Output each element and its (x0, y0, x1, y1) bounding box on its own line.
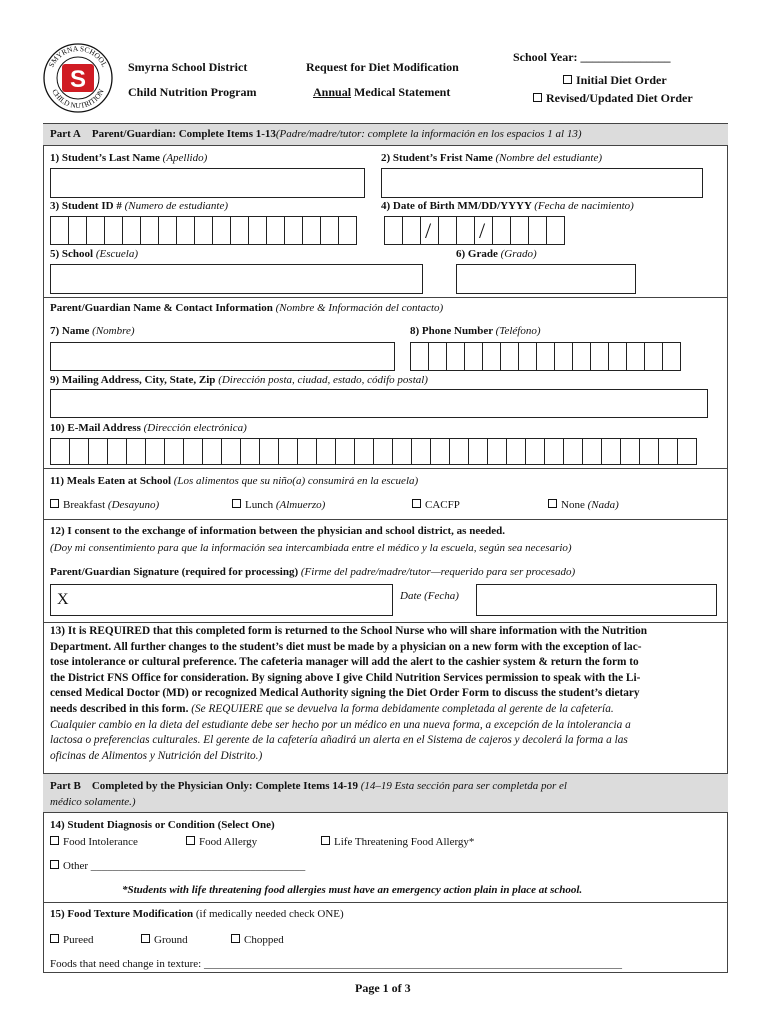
id-digit[interactable] (122, 216, 141, 245)
email-char[interactable] (278, 438, 298, 465)
email-char[interactable] (677, 438, 697, 465)
signature-x: X (57, 591, 69, 608)
email-char[interactable] (259, 438, 279, 465)
last-name-input[interactable] (50, 168, 365, 198)
other-checkbox[interactable] (50, 860, 59, 869)
phone-digit[interactable] (662, 342, 681, 371)
dob-input[interactable] (384, 216, 564, 245)
district-logo (42, 42, 114, 114)
f1-label: 1) Student’s Last Name (Apellido) (50, 152, 208, 164)
f12-consent: 12) I consent to the exchange of information between the physician and school district, as needed. (50, 525, 505, 537)
f15-label: 15) Food Texture Modification (if medically needed check ONE) (50, 908, 344, 920)
food-intolerance-checkbox[interactable] (50, 836, 59, 845)
email-char[interactable] (468, 438, 488, 465)
pureed-checkbox[interactable] (50, 934, 59, 943)
initial-order-checkbox[interactable] (563, 75, 572, 84)
phone-digit[interactable] (572, 342, 591, 371)
dob-digit[interactable] (492, 216, 511, 245)
parent-name-input[interactable] (50, 342, 395, 371)
dob-slash-1: / (425, 218, 432, 243)
contact-title: Parent/Guardian Name & Contact Information (Nombre & Información del contacto) (50, 302, 444, 314)
id-digit[interactable] (302, 216, 321, 245)
chopped-option[interactable]: Chopped (231, 934, 284, 946)
signature-label: Parent/Guardian Signature (required for processing) (Firme del padre/madre/tutor—requerido para ser procesado) (50, 566, 576, 578)
divider (43, 622, 728, 623)
email-char[interactable] (88, 438, 108, 465)
email-char[interactable] (69, 438, 89, 465)
meal-breakfast-option[interactable]: Breakfast (Desayuno) (50, 499, 159, 511)
phone-digit[interactable] (500, 342, 519, 371)
email-char[interactable] (525, 438, 545, 465)
id-digit[interactable] (140, 216, 159, 245)
divider (43, 902, 728, 903)
phone-digit[interactable] (536, 342, 555, 371)
f4-label: 4) Date of Birth MM/DD/YYYY (Fecha de nacimiento) (381, 200, 634, 212)
divider (43, 468, 728, 469)
meal-lunch-option[interactable]: Lunch (Almuerzo) (232, 499, 325, 511)
signature-input[interactable] (50, 584, 393, 616)
page-number: Page 1 of 3 (355, 981, 411, 995)
divider (43, 519, 728, 520)
phone-digit[interactable] (410, 342, 429, 371)
initial-order-option[interactable]: Initial Diet Order (563, 73, 667, 88)
email-char[interactable] (563, 438, 583, 465)
id-digit[interactable] (230, 216, 249, 245)
phone-input[interactable] (410, 342, 680, 371)
email-char[interactable] (202, 438, 222, 465)
id-digit[interactable] (266, 216, 285, 245)
f3-label: 3) Student ID # (Numero de estudiante) (50, 200, 229, 212)
part-a-title: Part A Parent/Guardian: Complete Items 1-13(Padre/madre/tutor: complete la información en los espacios 1 al 13) (50, 128, 582, 140)
f10-label: 10) E-Mail Address (Dirección electrónica) (50, 422, 247, 434)
food-allergy-option[interactable]: Food Allergy (186, 836, 257, 848)
email-char[interactable] (582, 438, 602, 465)
id-digit[interactable] (284, 216, 303, 245)
dob-digit[interactable] (546, 216, 565, 245)
email-char[interactable] (335, 438, 355, 465)
phone-digit[interactable] (428, 342, 447, 371)
f13-notice: 13) It is REQUIRED that this completed form is returned to the School Nurse who will share information with the Nutrition Department. All further changes to the student’s diet must be made by a physician on a new form with the exception of lac- tose intolerance or cultural preference. The cafeteria manager will add the alert to the cashier system & return the form to the District FNS Office for consideration. By signing above I give Child Nutrition Services permission to speak with the Li- censed Medical Doctor (MD) or recognized Medical Authority signing the Diet Order Form to discuss the student’s dietary needs described in this form. (Se REQUIERE que se devuelva la forma debidamente completada al gerente de la cafetería. Cualquier cambio en la dieta del estudiante debe ser hecho por un médico en una nueva forma, a excepción de la intolerancia a lactosa o preferencias culturales. El gerente de la cafetería añadirá un alerta en el Sistema de cajeros y decolerá la forma a las oficinas de Alimentos y Nutrición del Distrito.) (50, 625, 648, 762)
school-year: School Year: _______________ (513, 50, 671, 64)
f7-label: 7) Name (Nombre) (50, 325, 135, 337)
phone-digit[interactable] (644, 342, 663, 371)
email-char[interactable] (411, 438, 431, 465)
email-char[interactable] (639, 438, 659, 465)
dob-digit[interactable] (510, 216, 529, 245)
email-char[interactable] (240, 438, 260, 465)
id-digit[interactable] (68, 216, 87, 245)
pureed-option[interactable]: Pureed (50, 934, 94, 946)
id-digit[interactable] (86, 216, 105, 245)
email-char[interactable] (373, 438, 393, 465)
id-digit[interactable] (158, 216, 177, 245)
ground-option[interactable]: Ground (141, 934, 188, 946)
first-name-input[interactable] (381, 168, 703, 198)
date-input[interactable] (476, 584, 717, 616)
email-char[interactable] (392, 438, 412, 465)
phone-digit[interactable] (518, 342, 537, 371)
id-digit[interactable] (320, 216, 339, 245)
email-char[interactable] (544, 438, 564, 465)
form-title: Request for Diet Modification (306, 60, 459, 74)
other-option[interactable]: Other _______________________________________ (50, 860, 305, 872)
program-name: Child Nutrition Program (128, 85, 257, 99)
phone-digit[interactable] (446, 342, 465, 371)
id-digit[interactable] (194, 216, 213, 245)
f2-label: 2) Student’s Frist Name (Nombre del estudiante) (381, 152, 602, 164)
email-char[interactable] (107, 438, 127, 465)
svg-text:S: S (69, 66, 87, 93)
f8-label: 8) Phone Number (Teléfono) (410, 325, 541, 337)
email-char[interactable] (601, 438, 621, 465)
life-threatening-checkbox[interactable] (321, 836, 330, 845)
dob-digit[interactable] (456, 216, 475, 245)
email-char[interactable] (221, 438, 241, 465)
email-char[interactable] (487, 438, 507, 465)
revised-order-option[interactable]: Revised/Updated Diet Order (533, 91, 693, 106)
form-subtitle (313, 85, 450, 100)
school-input[interactable] (50, 264, 423, 294)
email-char[interactable] (183, 438, 203, 465)
email-char[interactable] (297, 438, 317, 465)
phone-digit[interactable] (608, 342, 627, 371)
svg-text:SMYRNA SCHOOL: SMYRNA SCHOOL (46, 43, 110, 69)
part-b-title: Part B Completed by the Physician Only: Complete Items 14-19 (14–19 Esta sección para ser completda por el médico solamente.) (50, 780, 567, 808)
email-char[interactable] (506, 438, 526, 465)
phone-digit[interactable] (464, 342, 483, 371)
student-id-input[interactable] (50, 216, 356, 245)
f9-label: 9) Mailing Address, City, State, Zip (Dirección posta, ciudad, estado, códifo postal) (50, 374, 428, 386)
phone-digit[interactable] (626, 342, 645, 371)
email-char[interactable] (620, 438, 640, 465)
email-char[interactable] (164, 438, 184, 465)
email-char[interactable] (430, 438, 450, 465)
email-char[interactable] (658, 438, 678, 465)
id-digit[interactable] (212, 216, 231, 245)
id-digit[interactable] (104, 216, 123, 245)
email-char[interactable] (449, 438, 469, 465)
annual-label: Annual (313, 85, 352, 99)
dob-digit[interactable] (402, 216, 421, 245)
f14-label: 14) Student Diagnosis or Condition (Select One) (50, 819, 275, 831)
email-char[interactable] (50, 438, 70, 465)
id-digit[interactable] (248, 216, 267, 245)
email-input[interactable] (50, 438, 696, 465)
meal-cacfp-option[interactable]: CACFP (412, 499, 460, 511)
food-allergy-checkbox[interactable] (186, 836, 195, 845)
email-char[interactable] (126, 438, 146, 465)
foods-change-line[interactable]: Foods that need change in texture: ____________________________________________________________________________ (50, 958, 622, 970)
district-name: Smyrna School District (128, 60, 248, 74)
phone-digit[interactable] (590, 342, 609, 371)
breakfast-checkbox[interactable] (50, 499, 59, 508)
id-digit[interactable] (50, 216, 69, 245)
address-input[interactable] (50, 389, 708, 418)
email-char[interactable] (316, 438, 336, 465)
f12-consent-es: (Doy mi consentimiento para que la información sea intercambiada entre el médico y la escuela, según sea necesario) (50, 542, 572, 554)
dob-digit[interactable] (438, 216, 457, 245)
id-digit[interactable] (176, 216, 195, 245)
meal-none-option[interactable]: None (Nada) (548, 499, 619, 511)
email-char[interactable] (354, 438, 374, 465)
life-threatening-option[interactable]: Life Threatening Food Allergy* (321, 836, 474, 848)
f6-label: 6) Grade (Grado) (456, 248, 537, 260)
phone-digit[interactable] (554, 342, 573, 371)
dob-digit[interactable] (528, 216, 547, 245)
f5-label: 5) School (Escuela) (50, 248, 138, 260)
cacfp-checkbox[interactable] (412, 499, 421, 508)
medical-statement-label: Medical Statement (351, 85, 451, 99)
dob-slash-2: / (479, 218, 486, 243)
id-digit[interactable] (338, 216, 357, 245)
email-char[interactable] (145, 438, 165, 465)
chopped-checkbox[interactable] (231, 934, 240, 943)
f11-label: 11) Meals Eaten at School (Los alimentos que su niño(a) consumirá en la escuela) (50, 475, 419, 487)
none-checkbox[interactable] (548, 499, 557, 508)
ground-checkbox[interactable] (141, 934, 150, 943)
dob-digit[interactable] (384, 216, 403, 245)
date-label: Date (Fecha) (400, 590, 459, 602)
svg-text:CHILD NUTRITION: CHILD NUTRITION (50, 87, 106, 111)
phone-digit[interactable] (482, 342, 501, 371)
divider (43, 297, 728, 298)
revised-order-checkbox[interactable] (533, 93, 542, 102)
lunch-checkbox[interactable] (232, 499, 241, 508)
food-intolerance-option[interactable]: Food Intolerance (50, 836, 138, 848)
grade-input[interactable] (456, 264, 636, 294)
allergy-note: *Students with life threatening food allergies must have an emergency action plain in place at school. (122, 884, 583, 896)
